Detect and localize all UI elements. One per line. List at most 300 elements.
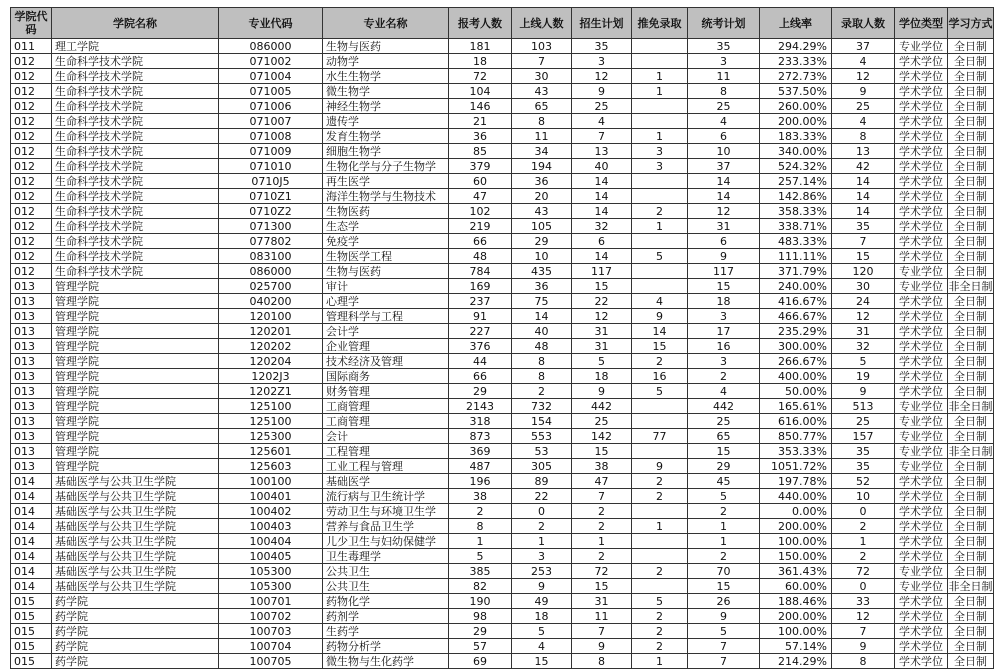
table-row [11,39,994,54]
cell-study-mode: 全日制 [948,654,994,669]
cell-major-name: 基础医学 [323,474,449,489]
cell-study-mode: 全日制 [948,519,994,534]
cell-college-name: 生命科学技术学院 [52,234,219,249]
cell-major-name: 国际商务 [323,369,449,384]
cell-degree-type: 学术学位 [895,249,948,264]
cell-degree-type: 学术学位 [895,594,948,609]
cell-study-mode: 全日制 [948,429,994,444]
cell-degree-type: 专业学位 [895,264,948,279]
table-row [11,144,994,159]
cell-study-mode: 全日制 [948,264,994,279]
table-row [11,279,994,294]
cell-admitted: 25 [832,99,895,114]
cell-college-code: 013 [11,294,52,309]
cell-applicants: 82 [449,579,512,594]
admission-table-container [10,7,994,669]
cell-admitted: 0 [832,579,895,594]
cell-major-code: 083100 [219,249,323,264]
cell-major-code: 1202Z1 [219,384,323,399]
header-major-name: 专业名称 [323,8,449,39]
table-row [11,594,994,609]
cell-major-name: 工业工程与管理 [323,459,449,474]
cell-applicants: 69 [449,654,512,669]
cell-college-code: 012 [11,264,52,279]
cell-exam-plan: 18 [688,294,760,309]
cell-major-code: 100705 [219,654,323,669]
cell-college-code: 014 [11,474,52,489]
cell-exempt [632,114,688,129]
cell-exempt [632,504,688,519]
cell-pass-rate: 537.50% [760,84,832,99]
header-college-code: 学院代码 [11,8,52,39]
cell-exempt [632,579,688,594]
cell-major-code: 086000 [219,39,323,54]
cell-major-code: 071009 [219,144,323,159]
cell-pass-rate: 111.11% [760,249,832,264]
cell-passed: 8 [512,114,572,129]
cell-degree-type: 学术学位 [895,144,948,159]
cell-passed: 8 [512,354,572,369]
cell-exempt: 2 [632,489,688,504]
cell-plan: 442 [572,399,632,414]
cell-college-code: 015 [11,609,52,624]
cell-passed: 75 [512,294,572,309]
cell-pass-rate: 235.29% [760,324,832,339]
cell-major-name: 卫生毒理学 [323,549,449,564]
table-row [11,294,994,309]
cell-admitted: 513 [832,399,895,414]
cell-college-name: 药学院 [52,624,219,639]
cell-applicants: 8 [449,519,512,534]
cell-exempt: 1 [632,654,688,669]
cell-admitted: 72 [832,564,895,579]
table-row [11,444,994,459]
cell-major-name: 细胞生物学 [323,144,449,159]
cell-pass-rate: 60.00% [760,579,832,594]
cell-pass-rate: 50.00% [760,384,832,399]
cell-study-mode: 全日制 [948,69,994,84]
cell-admitted: 2 [832,519,895,534]
cell-applicants: 219 [449,219,512,234]
cell-plan: 4 [572,114,632,129]
cell-applicants: 29 [449,384,512,399]
cell-admitted: 14 [832,204,895,219]
cell-college-code: 015 [11,639,52,654]
cell-plan: 15 [572,444,632,459]
cell-study-mode: 全日制 [948,354,994,369]
cell-passed: 154 [512,414,572,429]
cell-college-code: 012 [11,99,52,114]
cell-major-name: 药物化学 [323,594,449,609]
cell-passed: 14 [512,309,572,324]
cell-college-name: 基础医学与公共卫生学院 [52,534,219,549]
cell-passed: 53 [512,444,572,459]
cell-passed: 4 [512,639,572,654]
cell-study-mode: 全日制 [948,459,994,474]
cell-plan: 11 [572,609,632,624]
cell-pass-rate: 142.86% [760,189,832,204]
cell-plan: 25 [572,414,632,429]
cell-major-name: 审计 [323,279,449,294]
table-row [11,234,994,249]
cell-college-code: 015 [11,624,52,639]
cell-plan: 5 [572,354,632,369]
cell-exempt: 5 [632,594,688,609]
cell-college-name: 管理学院 [52,309,219,324]
cell-exam-plan: 2 [688,549,760,564]
cell-admitted: 24 [832,294,895,309]
cell-exempt [632,279,688,294]
cell-exam-plan: 31 [688,219,760,234]
cell-major-name: 微生物与生化药学 [323,654,449,669]
cell-major-name: 水生生物学 [323,69,449,84]
cell-major-code: 086000 [219,264,323,279]
cell-passed: 20 [512,189,572,204]
table-row [11,69,994,84]
cell-college-name: 基础医学与公共卫生学院 [52,549,219,564]
cell-study-mode: 全日制 [948,54,994,69]
cell-applicants: 2 [449,504,512,519]
cell-study-mode: 全日制 [948,504,994,519]
cell-pass-rate: 466.67% [760,309,832,324]
cell-major-name: 生物医药 [323,204,449,219]
cell-degree-type: 专业学位 [895,459,948,474]
header-applicants: 报考人数 [449,8,512,39]
cell-exam-plan: 29 [688,459,760,474]
cell-exempt: 15 [632,339,688,354]
cell-major-code: 125601 [219,444,323,459]
cell-plan: 25 [572,99,632,114]
cell-exam-plan: 6 [688,234,760,249]
cell-college-name: 生命科学技术学院 [52,204,219,219]
cell-degree-type: 专业学位 [895,399,948,414]
cell-college-name: 管理学院 [52,369,219,384]
table-row [11,174,994,189]
cell-plan: 8 [572,654,632,669]
cell-major-code: 120100 [219,309,323,324]
header-exam-plan: 统考计划 [688,8,760,39]
cell-college-code: 014 [11,504,52,519]
cell-major-name: 生态学 [323,219,449,234]
cell-major-code: 120204 [219,354,323,369]
cell-study-mode: 全日制 [948,189,994,204]
cell-college-name: 理工学院 [52,39,219,54]
cell-degree-type: 学术学位 [895,549,948,564]
cell-applicants: 146 [449,99,512,114]
cell-college-code: 012 [11,234,52,249]
cell-degree-type: 学术学位 [895,654,948,669]
cell-pass-rate: 850.77% [760,429,832,444]
cell-major-code: 120201 [219,324,323,339]
cell-exam-plan: 3 [688,354,760,369]
table-row [11,219,994,234]
cell-applicants: 29 [449,624,512,639]
cell-exam-plan: 16 [688,339,760,354]
cell-degree-type: 学术学位 [895,69,948,84]
cell-admitted: 25 [832,414,895,429]
cell-exam-plan: 15 [688,444,760,459]
table-row [11,204,994,219]
cell-exam-plan: 117 [688,264,760,279]
cell-college-code: 013 [11,324,52,339]
cell-major-code: 071004 [219,69,323,84]
cell-college-code: 013 [11,369,52,384]
table-row [11,114,994,129]
table-row [11,414,994,429]
cell-passed: 49 [512,594,572,609]
cell-major-code: 105300 [219,564,323,579]
cell-degree-type: 专业学位 [895,414,948,429]
cell-college-name: 药学院 [52,639,219,654]
cell-admitted: 4 [832,54,895,69]
cell-passed: 553 [512,429,572,444]
cell-passed: 435 [512,264,572,279]
cell-exempt: 2 [632,204,688,219]
cell-exam-plan: 70 [688,564,760,579]
cell-college-name: 生命科学技术学院 [52,84,219,99]
cell-major-name: 心理学 [323,294,449,309]
cell-exempt: 1 [632,69,688,84]
cell-study-mode: 非全日制 [948,444,993,458]
cell-major-name: 财务管理 [323,384,449,399]
cell-study-mode: 全日制 [948,489,994,504]
cell-plan: 14 [572,174,632,189]
cell-plan: 38 [572,459,632,474]
cell-college-code: 012 [11,84,52,99]
cell-exempt: 14 [632,324,688,339]
cell-passed: 36 [512,174,572,189]
cell-degree-type: 学术学位 [895,534,948,549]
table-row [11,84,994,99]
cell-pass-rate: 371.79% [760,264,832,279]
cell-degree-type: 学术学位 [895,624,948,639]
cell-degree-type: 专业学位 [895,279,948,294]
cell-passed: 103 [512,39,572,54]
cell-admitted: 1 [832,534,895,549]
cell-college-name: 基础医学与公共卫生学院 [52,564,219,579]
cell-plan: 13 [572,144,632,159]
cell-college-code: 012 [11,144,52,159]
cell-degree-type: 学术学位 [895,204,948,219]
header-degree-type: 学位类型 [895,8,948,39]
cell-major-name: 营养与食品卫生学 [323,519,449,534]
table-row [11,549,994,564]
cell-degree-type: 学术学位 [895,354,948,369]
table-row [11,54,994,69]
cell-pass-rate: 150.00% [760,549,832,564]
cell-admitted: 13 [832,144,895,159]
cell-study-mode: 全日制 [948,84,994,99]
cell-pass-rate: 524.32% [760,159,832,174]
cell-plan: 9 [572,639,632,654]
cell-pass-rate: 57.14% [760,639,832,654]
cell-plan: 31 [572,324,632,339]
cell-applicants: 379 [449,159,512,174]
cell-college-name: 生命科学技术学院 [52,249,219,264]
cell-major-name: 工商管理 [323,414,449,429]
cell-pass-rate: 200.00% [760,519,832,534]
cell-passed: 89 [512,474,572,489]
cell-plan: 31 [572,594,632,609]
cell-major-code: 125100 [219,414,323,429]
cell-major-name: 神经生物学 [323,99,449,114]
table-row [11,654,994,669]
cell-major-name: 公共卫生 [323,564,449,579]
cell-plan: 15 [572,579,632,594]
cell-college-code: 011 [11,39,52,54]
cell-degree-type: 学术学位 [895,174,948,189]
cell-admitted: 35 [832,459,895,474]
cell-exam-plan: 1 [688,519,760,534]
cell-exam-plan: 4 [688,114,760,129]
cell-passed: 36 [512,279,572,294]
cell-degree-type: 专业学位 [895,579,948,594]
cell-exam-plan: 65 [688,429,760,444]
cell-study-mode: 全日制 [948,249,994,264]
cell-study-mode: 全日制 [948,144,994,159]
cell-plan: 14 [572,189,632,204]
cell-college-code: 012 [11,189,52,204]
cell-exempt: 5 [632,249,688,264]
cell-exempt [632,189,688,204]
admission-table [10,7,994,669]
cell-exempt: 2 [632,564,688,579]
cell-degree-type: 学术学位 [895,489,948,504]
cell-admitted: 10 [832,489,895,504]
cell-plan: 2 [572,504,632,519]
cell-pass-rate: 100.00% [760,534,832,549]
cell-passed: 1 [512,534,572,549]
cell-college-code: 013 [11,339,52,354]
cell-admitted: 12 [832,69,895,84]
cell-degree-type: 学术学位 [895,609,948,624]
cell-plan: 15 [572,279,632,294]
cell-passed: 43 [512,204,572,219]
cell-plan: 14 [572,249,632,264]
cell-pass-rate: 257.14% [760,174,832,189]
cell-applicants: 237 [449,294,512,309]
cell-pass-rate: 1051.72% [760,459,832,474]
table-row [11,399,994,414]
cell-plan: 3 [572,54,632,69]
cell-applicants: 72 [449,69,512,84]
cell-degree-type: 学术学位 [895,54,948,69]
cell-college-code: 012 [11,249,52,264]
cell-applicants: 873 [449,429,512,444]
cell-study-mode: 全日制 [948,234,994,249]
cell-college-code: 013 [11,399,52,414]
cell-major-code: 0710J5 [219,174,323,189]
cell-exam-plan: 25 [688,414,760,429]
cell-major-code: 0710Z1 [219,189,323,204]
cell-plan: 7 [572,129,632,144]
cell-degree-type: 学术学位 [895,474,948,489]
cell-plan: 22 [572,294,632,309]
cell-passed: 48 [512,339,572,354]
cell-major-name: 生物化学与分子生物学 [323,159,449,174]
cell-plan: 142 [572,429,632,444]
cell-applicants: 85 [449,144,512,159]
cell-major-name: 生物医学工程 [323,249,449,264]
cell-applicants: 2143 [449,399,512,414]
cell-major-name: 会计 [323,429,449,444]
cell-applicants: 48 [449,249,512,264]
cell-admitted: 8 [832,129,895,144]
table-row [11,534,994,549]
cell-applicants: 227 [449,324,512,339]
cell-exempt: 3 [632,144,688,159]
table-row [11,369,994,384]
cell-admitted: 9 [832,84,895,99]
cell-plan: 7 [572,489,632,504]
table-row [11,249,994,264]
cell-passed: 29 [512,234,572,249]
cell-passed: 253 [512,564,572,579]
cell-degree-type: 学术学位 [895,639,948,654]
cell-study-mode: 全日制 [948,129,994,144]
cell-degree-type: 学术学位 [895,234,948,249]
cell-applicants: 385 [449,564,512,579]
cell-college-name: 生命科学技术学院 [52,144,219,159]
header-exempt: 推免录取 [632,8,688,39]
table-row [11,474,994,489]
cell-plan: 18 [572,369,632,384]
cell-degree-type: 学术学位 [895,189,948,204]
cell-admitted: 35 [832,219,895,234]
cell-exempt [632,444,688,459]
cell-study-mode: 全日制 [948,219,994,234]
cell-applicants: 1 [449,534,512,549]
cell-applicants: 487 [449,459,512,474]
cell-major-name: 再生医学 [323,174,449,189]
table-row [11,489,994,504]
cell-major-name: 会计学 [323,324,449,339]
cell-admitted: 9 [832,384,895,399]
cell-college-name: 基础医学与公共卫生学院 [52,489,219,504]
cell-passed: 5 [512,624,572,639]
cell-college-name: 管理学院 [52,339,219,354]
cell-exempt: 16 [632,369,688,384]
cell-plan: 72 [572,564,632,579]
cell-pass-rate: 200.00% [760,609,832,624]
table-row [11,384,994,399]
cell-study-mode: 全日制 [948,639,994,654]
cell-exempt: 2 [632,474,688,489]
cell-college-code: 015 [11,654,52,669]
cell-applicants: 318 [449,414,512,429]
cell-college-name: 药学院 [52,609,219,624]
cell-passed: 15 [512,654,572,669]
cell-passed: 22 [512,489,572,504]
cell-major-name: 生药学 [323,624,449,639]
cell-major-code: 100405 [219,549,323,564]
cell-admitted: 19 [832,369,895,384]
cell-major-code: 125100 [219,399,323,414]
cell-exempt [632,174,688,189]
cell-exam-plan: 3 [688,54,760,69]
cell-exam-plan: 4 [688,384,760,399]
cell-plan: 35 [572,39,632,54]
cell-study-mode: 全日制 [948,594,994,609]
cell-degree-type: 专业学位 [895,429,948,444]
cell-major-code: 040200 [219,294,323,309]
cell-exempt [632,234,688,249]
cell-passed: 10 [512,249,572,264]
cell-degree-type: 学术学位 [895,339,948,354]
cell-college-name: 生命科学技术学院 [52,114,219,129]
cell-study-mode: 全日制 [948,159,994,174]
cell-passed: 43 [512,84,572,99]
